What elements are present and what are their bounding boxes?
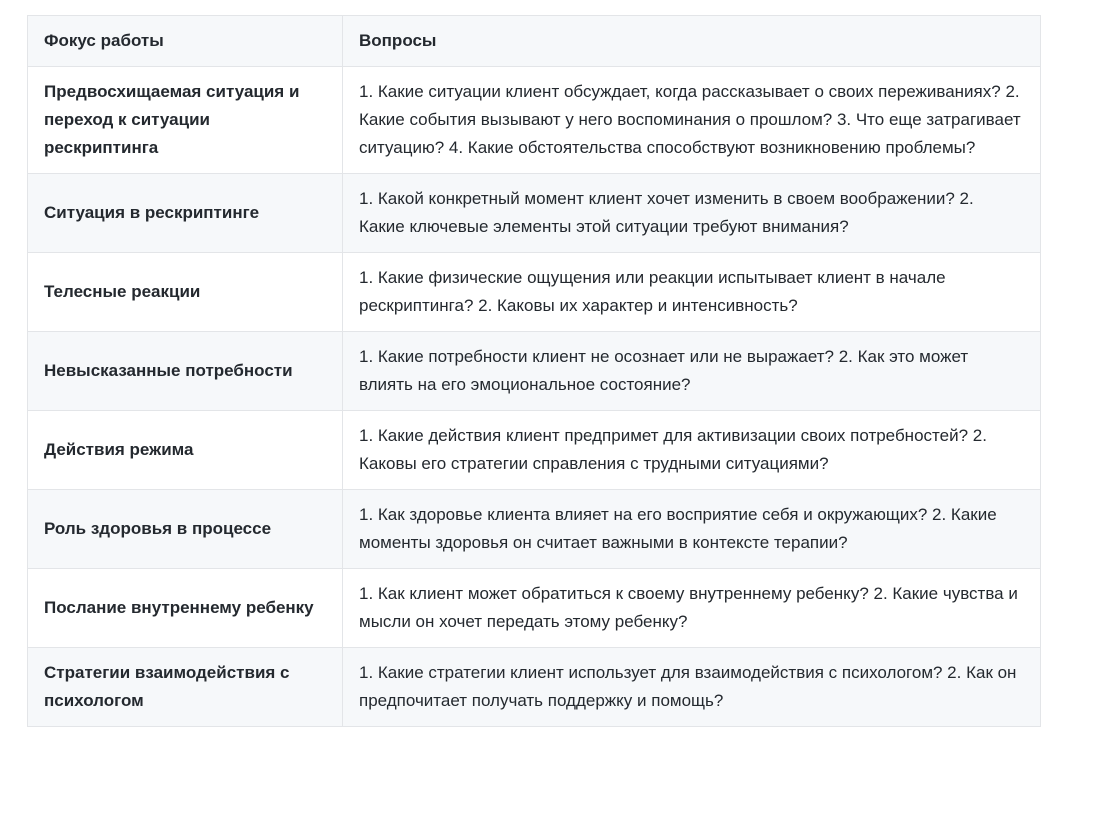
row-focus: Действия режима — [28, 411, 343, 490]
table-row — [28, 174, 1041, 253]
row-focus: Ситуация в рескриптинге — [28, 174, 343, 253]
table-row — [28, 332, 1041, 411]
row-focus: Предвосхищаемая ситуация и переход к ситуации рескриптинга — [28, 67, 343, 174]
row-questions: 1. Какие потребности клиент не осознает или не выражает? 2. Как это может влиять на его эмоциональное состояние? — [343, 332, 1041, 411]
header-focus: Фокус работы — [28, 16, 343, 67]
row-questions: 1. Какие стратегии клиент использует для взаимодействия с психологом? 2. Как он предпочитает получать поддержку и помощь? — [343, 648, 1041, 727]
header-questions: Вопросы — [343, 16, 1041, 67]
row-focus: Роль здоровья в процессе — [28, 490, 343, 569]
table-row — [28, 490, 1041, 569]
row-questions: 1. Как здоровье клиента влияет на его восприятие себя и окружающих? 2. Какие моменты здоровья он считает важными в контексте терапии? — [343, 490, 1041, 569]
row-focus: Стратегии взаимодействия с психологом — [28, 648, 343, 727]
focus-questions-table-container — [27, 15, 1040, 727]
row-questions: 1. Какие действия клиент предпримет для активизации своих потребностей? 2. Каковы его стратегии справления с трудными ситуациями? — [343, 411, 1041, 490]
row-focus: Послание внутреннему ребенку — [28, 569, 343, 648]
table-header-row — [28, 16, 1041, 67]
table-row — [28, 569, 1041, 648]
row-focus: Телесные реакции — [28, 253, 343, 332]
row-questions: 1. Какие ситуации клиент обсуждает, когда рассказывает о своих переживаниях? 2. Какие события вызывают у него воспоминания о прошлом? 3. Что еще затрагивает ситуацию? 4. Какие обстоятельства способствуют возникновению проблемы? — [343, 67, 1041, 174]
table-row — [28, 67, 1041, 174]
focus-questions-table — [27, 15, 1041, 727]
table-row — [28, 253, 1041, 332]
row-focus: Невысказанные потребности — [28, 332, 343, 411]
row-questions: 1. Как клиент может обратиться к своему внутреннему ребенку? 2. Какие чувства и мысли он хочет передать этому ребенку? — [343, 569, 1041, 648]
row-questions: 1. Какие физические ощущения или реакции испытывает клиент в начале рескриптинга? 2. Каковы их характер и интенсивность? — [343, 253, 1041, 332]
row-questions: 1. Какой конкретный момент клиент хочет изменить в своем воображении? 2. Какие ключевые элементы этой ситуации требуют внимания? — [343, 174, 1041, 253]
table-row — [28, 411, 1041, 490]
table-row — [28, 648, 1041, 727]
